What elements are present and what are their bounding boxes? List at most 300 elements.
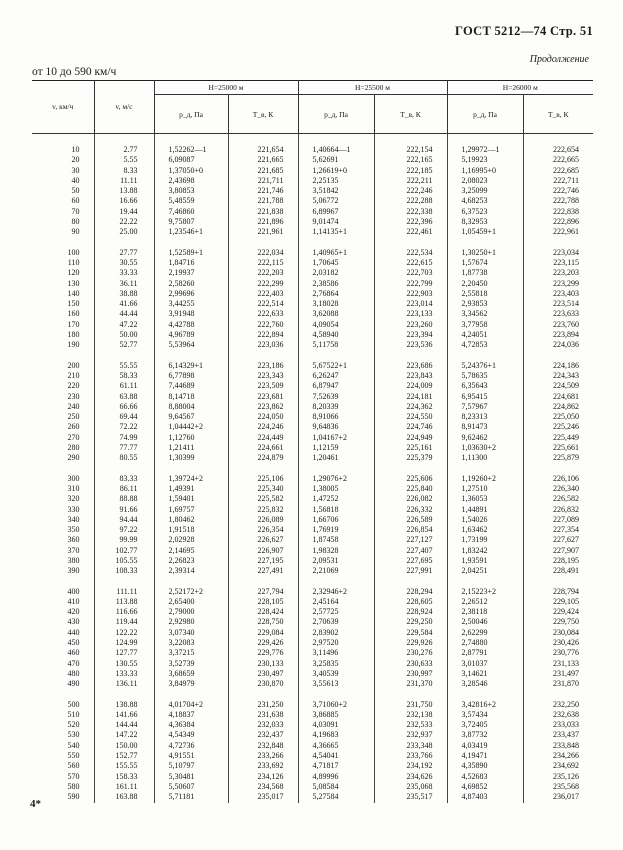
table-cell: 226,907 — [228, 546, 298, 556]
table-cell: 2,74880 — [447, 638, 523, 648]
col-header-temperature: T_в, К — [374, 95, 447, 134]
table-cell: 1,05459+1 — [447, 227, 523, 237]
table-cell: 229,426 — [228, 638, 298, 648]
table-cell: 210 — [67, 370, 80, 380]
table-row — [32, 196, 593, 206]
table-cell: 3,51842 — [298, 186, 374, 196]
table-row — [32, 330, 593, 340]
table-cell: 163.88 — [94, 792, 154, 802]
table-row — [32, 648, 593, 658]
table-cell: 227,089 — [523, 515, 593, 525]
col-header-v-ms: v, м/с — [94, 80, 154, 134]
table-row — [32, 340, 593, 350]
table-cell: 260 — [67, 422, 80, 432]
table-cell: 4,96789 — [154, 330, 228, 340]
table-cell: 230,276 — [374, 648, 447, 658]
table-cell: 69.44 — [94, 412, 154, 422]
table-cell: 2,39314 — [154, 566, 228, 576]
table-cell: 4,89996 — [298, 772, 374, 782]
table-cell: 40 — [71, 175, 80, 185]
table-cell: 1,57674 — [447, 258, 523, 268]
table-cell: 224,246 — [228, 422, 298, 432]
table-cell: 227,794 — [228, 587, 298, 597]
table-cell: 225,246 — [523, 422, 593, 432]
table-cell: 224,509 — [523, 381, 593, 391]
table-row — [32, 412, 593, 422]
table-cell: 232,138 — [374, 710, 447, 720]
table-cell: 1,04167+2 — [298, 433, 374, 443]
table-cell: 440 — [67, 627, 80, 637]
table-cell: 4,35890 — [447, 761, 523, 771]
block-spacer — [32, 134, 593, 146]
table-cell: 3,07340 — [154, 628, 228, 638]
table-row — [32, 566, 593, 576]
table-cell: 231,497 — [523, 669, 593, 679]
table-cell: 1,30250+1 — [447, 248, 523, 258]
table-cell: 6,77898 — [154, 371, 228, 381]
table-cell: 9,64567 — [154, 412, 228, 422]
table-row — [32, 166, 593, 176]
table-cell: 1,52589+1 — [154, 248, 228, 258]
table-cell: 2,20450 — [447, 279, 523, 289]
table-cell: 224,949 — [374, 433, 447, 443]
table-cell: 7,44689 — [154, 381, 228, 391]
table-cell: 223,843 — [374, 371, 447, 381]
table-cell: 222,633 — [228, 309, 298, 319]
block-spacer — [32, 577, 593, 587]
table-cell: 136.11 — [94, 679, 154, 689]
table-cell: 4,01704+2 — [154, 700, 228, 710]
table-cell: 5,19923 — [447, 155, 523, 165]
table-cell: 108.33 — [94, 566, 154, 576]
table-cell: 5,48559 — [154, 196, 228, 206]
table-cell: 158.33 — [94, 772, 154, 782]
table-row — [32, 309, 593, 319]
table-cell: 5,71181 — [154, 792, 228, 802]
table-cell: 70 — [71, 206, 80, 216]
table-cell: 120 — [67, 268, 80, 278]
table-cell: 3,87732 — [447, 730, 523, 740]
table-cell: 360 — [67, 535, 80, 545]
table-cell: 225,832 — [228, 505, 298, 515]
table-cell: 2,97520 — [298, 638, 374, 648]
table-row — [32, 669, 593, 679]
table-cell: 3,40539 — [298, 669, 374, 679]
atmosphere-table — [32, 80, 593, 803]
table-row — [32, 638, 593, 648]
table-row — [32, 320, 593, 330]
table-cell: 1,47252 — [298, 494, 374, 504]
table-cell: 228,195 — [523, 556, 593, 566]
table-cell: 580 — [67, 781, 80, 791]
table-cell: 450 — [67, 638, 80, 648]
table-cell: 9,75807 — [154, 217, 228, 227]
table-cell: 6,37523 — [447, 207, 523, 217]
table-cell: 133.33 — [94, 669, 154, 679]
table-cell: 229,584 — [374, 628, 447, 638]
table-cell: 2,57725 — [298, 607, 374, 617]
table-cell: 223,403 — [523, 289, 593, 299]
page-footer: 4* — [30, 798, 41, 810]
table-cell: 3,71060+2 — [298, 700, 374, 710]
table-cell: 225,661 — [523, 443, 593, 453]
table-cell: 100 — [67, 247, 80, 257]
table-cell: 390 — [67, 566, 80, 576]
table-row — [32, 628, 593, 638]
table-cell: 223,686 — [374, 361, 447, 371]
table-cell: 9,64836 — [298, 422, 374, 432]
table-cell: 230,133 — [228, 659, 298, 669]
table-cell: 4,91551 — [154, 751, 228, 761]
table-cell: 234,266 — [523, 751, 593, 761]
table-cell: 3,62088 — [298, 309, 374, 319]
table-cell: 233,437 — [523, 730, 593, 740]
table-cell: 8,32953 — [447, 217, 523, 227]
table-cell: 226,082 — [374, 494, 447, 504]
table-cell: 190 — [67, 340, 80, 350]
table-cell: 3,44255 — [154, 299, 228, 309]
table-cell: 224,036 — [523, 340, 593, 350]
table-cell: 5,67522+1 — [298, 361, 374, 371]
table-cell: 1,87458 — [298, 535, 374, 545]
table-row — [32, 525, 593, 535]
table-cell: 221,896 — [228, 217, 298, 227]
table-cell: 225,449 — [523, 433, 593, 443]
table-cell: 2,70639 — [298, 617, 374, 627]
table-cell: 1,59401 — [154, 494, 228, 504]
table-cell: 224,661 — [228, 443, 298, 453]
table-cell: 1,73199 — [447, 535, 523, 545]
table-cell: 2,93853 — [447, 299, 523, 309]
table-cell: 222,154 — [374, 145, 447, 155]
table-cell: 222,746 — [523, 186, 593, 196]
table-row — [32, 392, 593, 402]
table-cell: 8,14718 — [154, 392, 228, 402]
table-row — [32, 268, 593, 278]
table-cell: 38.88 — [94, 289, 154, 299]
table-cell: 105.55 — [94, 556, 154, 566]
table-cell: 460 — [67, 648, 80, 658]
table-cell: 1,40664—1 — [298, 145, 374, 155]
table-row — [32, 371, 593, 381]
table-cell: 58.33 — [94, 371, 154, 381]
table-cell: 1,39724+2 — [154, 474, 228, 484]
table-cell: 221,788 — [228, 196, 298, 206]
table-cell: 227,907 — [523, 546, 593, 556]
table-cell: 1,98328 — [298, 546, 374, 556]
table-cell: 8,23313 — [447, 412, 523, 422]
table-cell: 226,854 — [374, 525, 447, 535]
table-cell: 270 — [67, 432, 80, 442]
col-header-pressure: p_д, Па — [298, 95, 374, 134]
table-cell: 520 — [67, 720, 80, 730]
table-cell: 4,72853 — [447, 340, 523, 350]
table-cell: 233,766 — [374, 751, 447, 761]
table-cell: 66.66 — [94, 402, 154, 412]
table-cell: 224,550 — [374, 412, 447, 422]
table-cell: 236,017 — [523, 792, 593, 802]
table-cell: 1,91518 — [154, 525, 228, 535]
table-cell: 111.11 — [94, 587, 154, 597]
table-cell: 222,903 — [374, 289, 447, 299]
table-cell: 1,49391 — [154, 484, 228, 494]
table-cell: 222,896 — [523, 217, 593, 227]
table-cell: 90 — [71, 227, 80, 237]
table-cell: 83.33 — [94, 474, 154, 484]
table-cell: 2,76864 — [298, 289, 374, 299]
table-cell: 150 — [67, 299, 80, 309]
table-cell: 2,26512 — [447, 597, 523, 607]
table-cell: 4,54349 — [154, 730, 228, 740]
table-row — [32, 484, 593, 494]
table-cell: 30.55 — [94, 258, 154, 268]
group-header-25500: H=25500 м — [298, 80, 447, 95]
table-cell: 80 — [71, 217, 80, 227]
table-cell: 1,16995+0 — [447, 166, 523, 176]
table-cell: 2,38118 — [447, 607, 523, 617]
table-cell: 226,332 — [374, 505, 447, 515]
table-cell: 9,01474 — [298, 217, 374, 227]
table-cell: 180 — [67, 330, 80, 340]
table-cell: 63.88 — [94, 392, 154, 402]
table-row — [32, 710, 593, 720]
table-cell: 44.44 — [94, 309, 154, 319]
table-cell: 224,186 — [523, 361, 593, 371]
table-cell: 232,437 — [228, 730, 298, 740]
table-cell: 231,870 — [523, 679, 593, 689]
table-cell: 223,299 — [523, 279, 593, 289]
table-row — [32, 289, 593, 299]
table-cell: 227,695 — [374, 556, 447, 566]
table-cell: 222,034 — [228, 248, 298, 258]
table-cell: 224,181 — [374, 392, 447, 402]
table-cell: 47.22 — [94, 320, 154, 330]
block-spacer — [32, 690, 593, 700]
table-cell: 7,46860 — [154, 207, 228, 217]
table-cell: 226,589 — [374, 515, 447, 525]
table-cell: 60 — [71, 196, 80, 206]
table-cell: 4,09054 — [298, 320, 374, 330]
table-cell: 225,340 — [228, 484, 298, 494]
table-cell: 480 — [67, 668, 80, 678]
table-cell: 2,09531 — [298, 556, 374, 566]
table-cell: 50.00 — [94, 330, 154, 340]
table-cell: 470 — [67, 658, 80, 668]
table-cell: 4,36384 — [154, 720, 228, 730]
table-row — [32, 443, 593, 453]
table-cell: 5,30481 — [154, 772, 228, 782]
table-cell: 225,161 — [374, 443, 447, 453]
table-row — [32, 546, 593, 556]
table-row — [32, 782, 593, 792]
table-cell: 5,27584 — [298, 792, 374, 802]
table-cell: 231,638 — [228, 710, 298, 720]
table-cell: 61.11 — [94, 381, 154, 391]
col-header-temperature: T_в, К — [523, 95, 593, 134]
table-cell: 1,26619+0 — [298, 166, 374, 176]
table-cell: 310 — [67, 483, 80, 493]
table-cell: 11.11 — [94, 176, 154, 186]
table-cell: 2,04251 — [447, 566, 523, 576]
table-cell: 9,62462 — [447, 433, 523, 443]
table-cell: 2,79000 — [154, 607, 228, 617]
table-cell: 3,22083 — [154, 638, 228, 648]
table-cell: 86.11 — [94, 484, 154, 494]
table-cell: 225,379 — [374, 453, 447, 463]
col-header-pressure: p_д, Па — [447, 95, 523, 134]
table-cell: 231,750 — [374, 700, 447, 710]
table-cell: 5.55 — [94, 155, 154, 165]
table-row — [32, 422, 593, 432]
table-cell: 3,72405 — [447, 720, 523, 730]
table-cell: 6,09087 — [154, 155, 228, 165]
table-cell: 97.22 — [94, 525, 154, 535]
table-cell: 233,348 — [374, 741, 447, 751]
table-cell: 222,961 — [523, 227, 593, 237]
table-cell: 2,26823 — [154, 556, 228, 566]
table-cell: 222,615 — [374, 258, 447, 268]
table-cell: 220 — [67, 381, 80, 391]
table-cell: 1,63462 — [447, 525, 523, 535]
table-cell: 235,017 — [228, 792, 298, 802]
table-cell: 2,08023 — [447, 176, 523, 186]
table-cell: 230,776 — [523, 648, 593, 658]
table-cell: 222,288 — [374, 196, 447, 206]
table-cell: 223,681 — [228, 392, 298, 402]
table-cell: 2.77 — [94, 145, 154, 155]
table-row — [32, 145, 593, 155]
table-cell: 222,461 — [374, 227, 447, 237]
table-cell: 222,665 — [523, 155, 593, 165]
table-cell: 124.99 — [94, 638, 154, 648]
table-cell: 1,36053 — [447, 494, 523, 504]
table-cell: 5,08584 — [298, 782, 374, 792]
table-cell: 10 — [71, 145, 80, 154]
table-cell: 223,633 — [523, 309, 593, 319]
table-cell: 231,250 — [228, 700, 298, 710]
table-cell: 2,55818 — [447, 289, 523, 299]
table-cell: 231,133 — [523, 659, 593, 669]
table-cell: 224,879 — [228, 453, 298, 463]
table-cell: 233,266 — [228, 751, 298, 761]
table-cell: 227,407 — [374, 546, 447, 556]
table-cell: 224,362 — [374, 402, 447, 412]
table-row — [32, 248, 593, 258]
table-cell: 1,93591 — [447, 556, 523, 566]
table-cell: 4,24051 — [447, 330, 523, 340]
table-cell: 231,370 — [374, 679, 447, 689]
table-cell: 226,582 — [523, 494, 593, 504]
table-cell: 223,260 — [374, 320, 447, 330]
col-header-temperature: T_в, К — [228, 95, 298, 134]
table-row — [32, 761, 593, 771]
table-cell: 16.66 — [94, 196, 154, 206]
table-cell: 222,403 — [228, 289, 298, 299]
range-label: от 10 до 590 км/ч — [32, 66, 117, 78]
table-cell: 233,033 — [523, 720, 593, 730]
table-cell: 570 — [67, 771, 80, 781]
col-header-pressure: p_д, Па — [154, 95, 228, 134]
table-cell: 7,52639 — [298, 392, 374, 402]
table-cell: 222,165 — [374, 155, 447, 165]
table-cell: 19.44 — [94, 207, 154, 217]
table-cell: 234,626 — [374, 772, 447, 782]
table-cell: 8,88004 — [154, 402, 228, 412]
table-cell: 230 — [67, 391, 80, 401]
table-row — [32, 741, 593, 751]
table-cell: 228,924 — [374, 607, 447, 617]
table-cell: 116.66 — [94, 607, 154, 617]
block-spacer — [32, 464, 593, 474]
continuation-label: Продолжение — [529, 54, 589, 65]
table-cell: 3,34562 — [447, 309, 523, 319]
table-cell: 222,338 — [374, 207, 447, 217]
table-cell: 420 — [67, 607, 80, 617]
table-cell: 540 — [67, 740, 80, 750]
table-cell: 223,343 — [228, 371, 298, 381]
table-cell: 250 — [67, 412, 80, 422]
table-cell: 1,70645 — [298, 258, 374, 268]
table-cell: 229,105 — [523, 597, 593, 607]
table-cell: 6,14329+1 — [154, 361, 228, 371]
table-cell: 2,25135 — [298, 176, 374, 186]
table-cell: 4,68253 — [447, 196, 523, 206]
table-cell: 161.11 — [94, 782, 154, 792]
table-cell: 3,91948 — [154, 309, 228, 319]
table-row — [32, 730, 593, 740]
block-spacer — [32, 238, 593, 248]
table-cell: 1,04442+2 — [154, 422, 228, 432]
table-cell: 227,354 — [523, 525, 593, 535]
table-cell: 1,76919 — [298, 525, 374, 535]
table-cell: 4,19683 — [298, 730, 374, 740]
table-cell: 1,12760 — [154, 433, 228, 443]
table-cell: 229,926 — [374, 638, 447, 648]
table-cell: 4,69852 — [447, 782, 523, 792]
table-cell: 2,99696 — [154, 289, 228, 299]
table-cell: 490 — [67, 679, 80, 689]
table-cell: 226,089 — [228, 515, 298, 525]
table-cell: 147.22 — [94, 730, 154, 740]
table-cell: 223,509 — [228, 381, 298, 391]
table-cell: 4,72736 — [154, 741, 228, 751]
table-cell: 234,568 — [228, 782, 298, 792]
table-row — [32, 587, 593, 597]
table-cell: 222,654 — [523, 145, 593, 155]
table-cell: 3,86885 — [298, 710, 374, 720]
table-cell: 225,606 — [374, 474, 447, 484]
table-cell: 410 — [67, 596, 80, 606]
table-cell: 170 — [67, 319, 80, 329]
table-cell: 222,203 — [228, 268, 298, 278]
table-cell: 50 — [71, 186, 80, 196]
table-cell: 320 — [67, 494, 80, 504]
table-cell: 224,862 — [523, 402, 593, 412]
table-cell: 72.22 — [94, 422, 154, 432]
table-cell: 2,87791 — [447, 648, 523, 658]
table-cell: 1,44891 — [447, 505, 523, 515]
table-cell: 530 — [67, 730, 80, 740]
table-cell: 1,30399 — [154, 453, 228, 463]
table-cell: 226,106 — [523, 474, 593, 484]
table-cell: 4,03091 — [298, 720, 374, 730]
page-header: ГОСТ 5212—74 Стр. 51 — [455, 24, 593, 38]
table-cell: 223,894 — [523, 330, 593, 340]
table-cell: 510 — [67, 709, 80, 719]
table-cell: 227,127 — [374, 535, 447, 545]
table-cell: 141.66 — [94, 710, 154, 720]
table-cell: 1,27510 — [447, 484, 523, 494]
